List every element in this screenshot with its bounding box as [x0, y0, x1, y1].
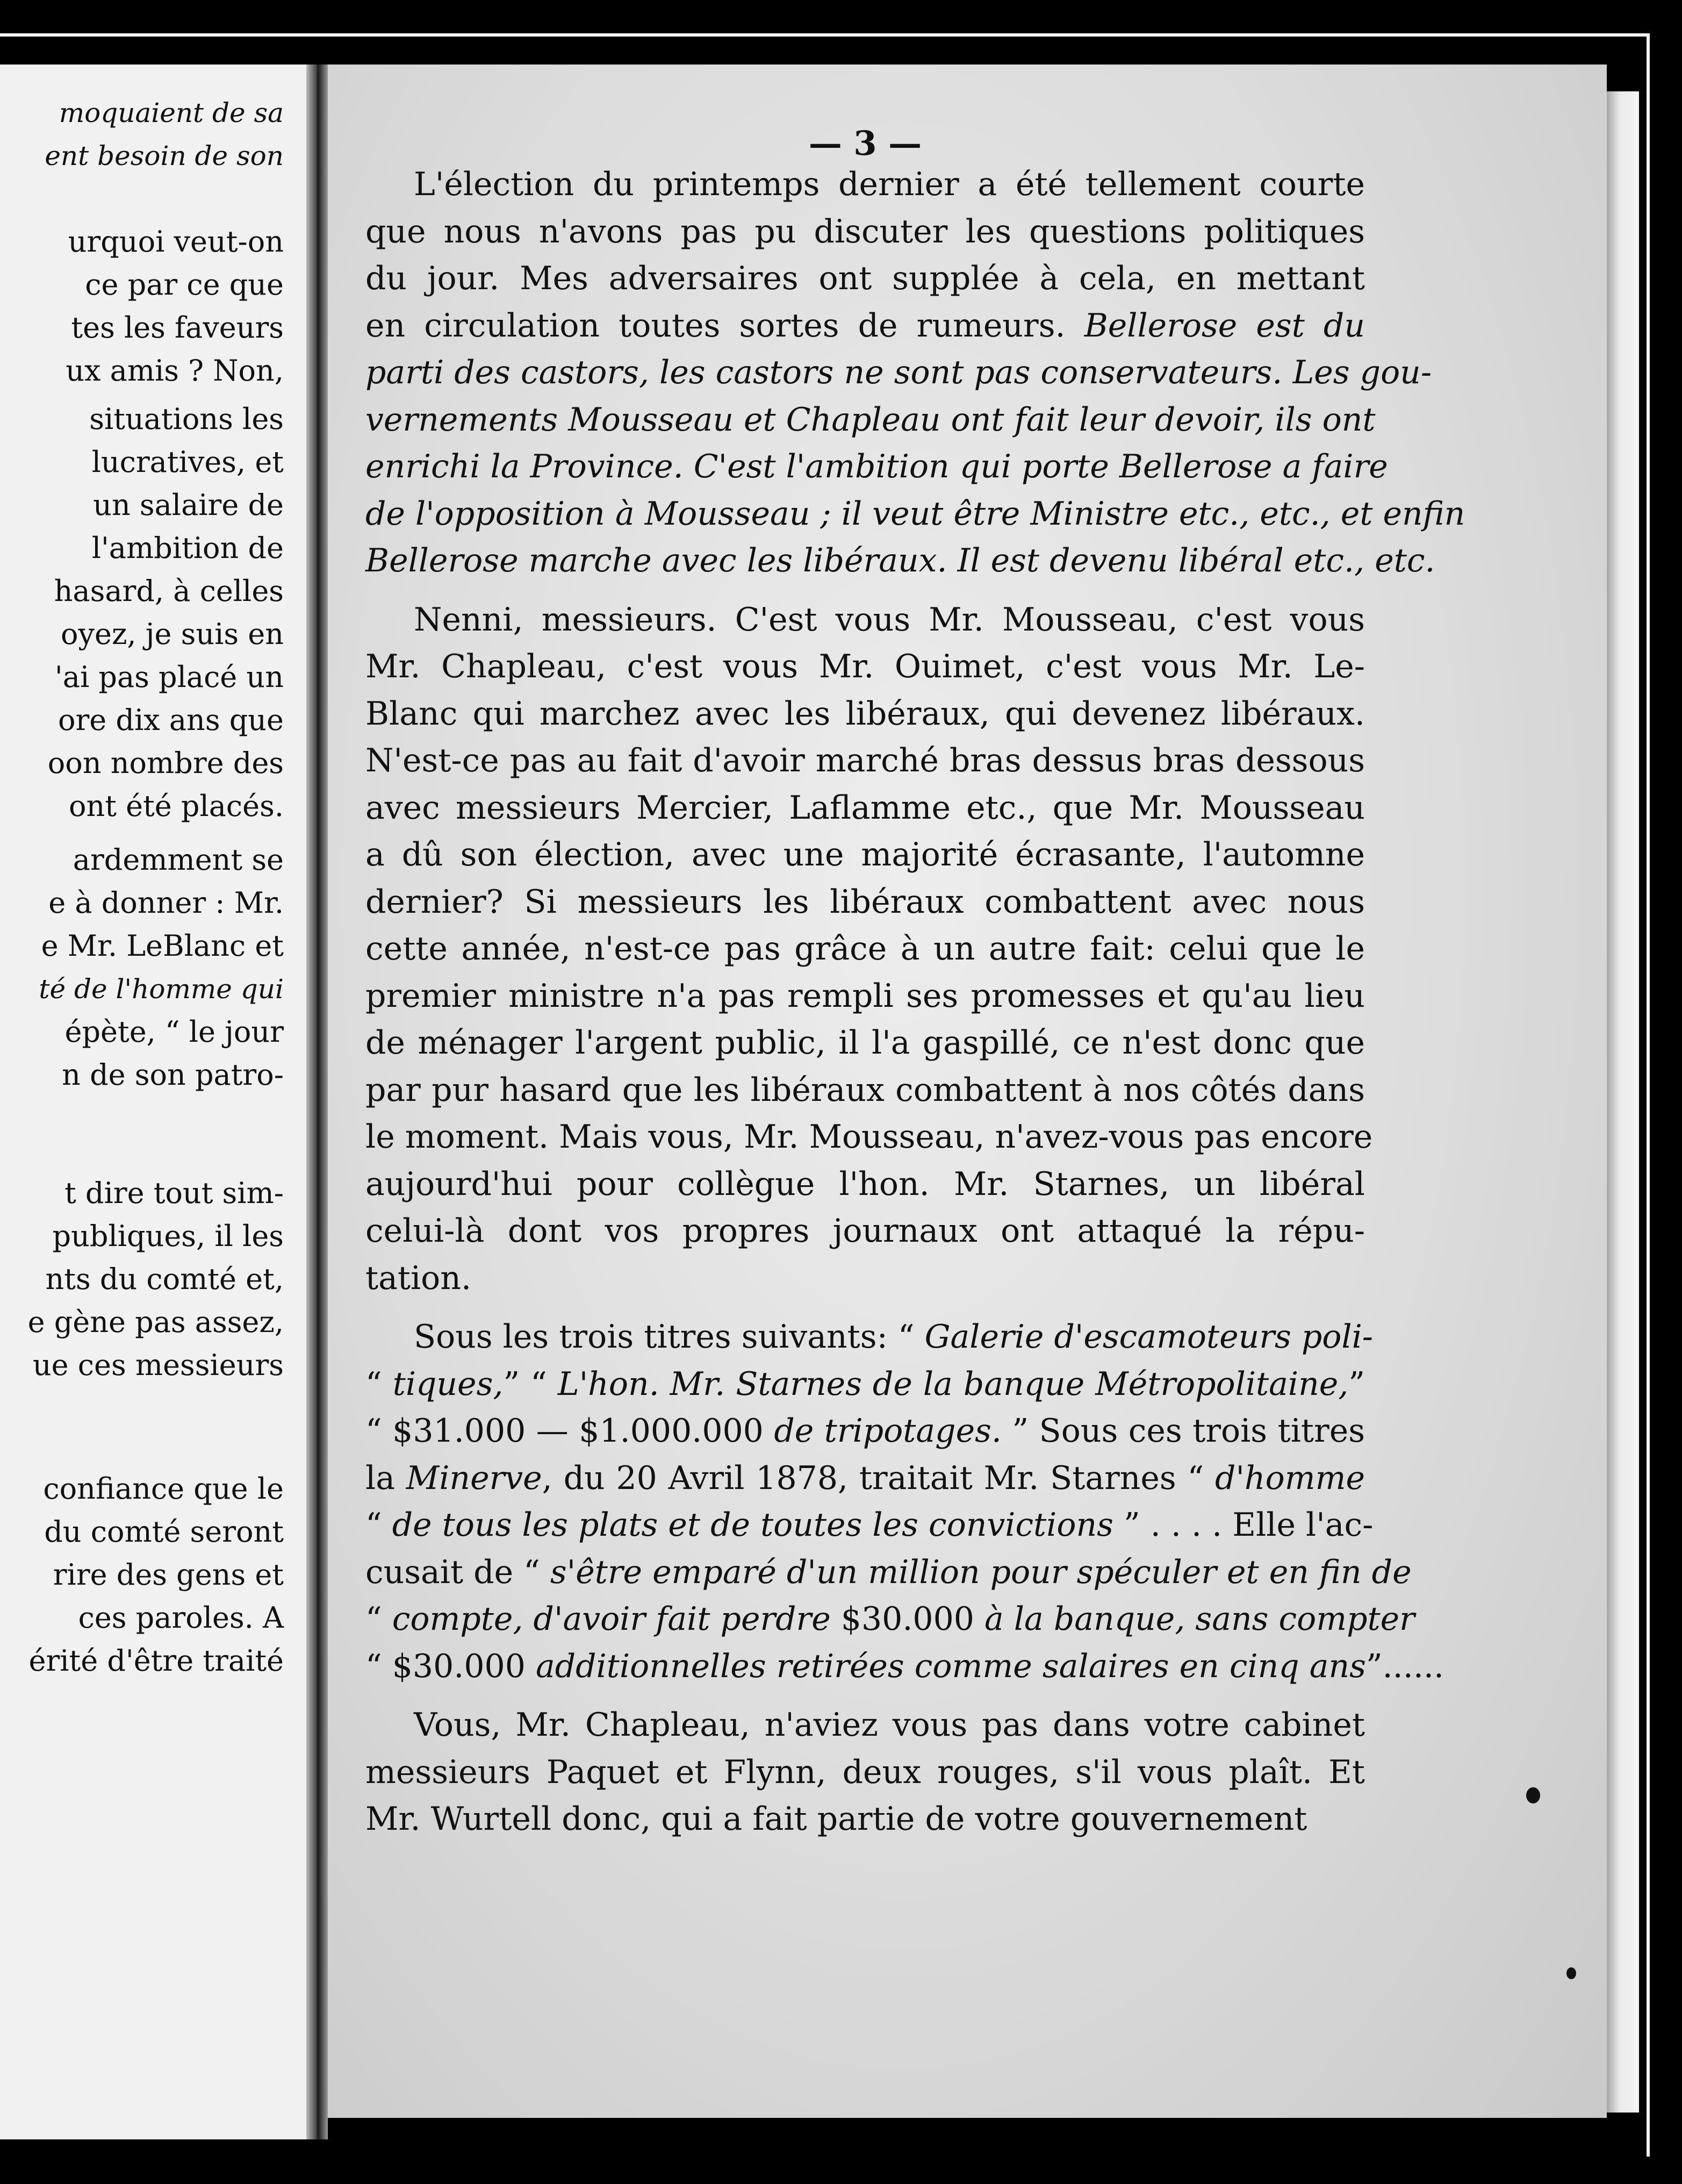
text-run: messieurs Paquet et Flynn, deux rouges, s'il vous plaît. Et	[365, 1753, 1365, 1791]
text-run: vernements Mousseau et Chapleau ont fait leur devoir, ils ont	[365, 400, 1376, 439]
left-page-line: ux amis ? Non,	[66, 354, 284, 388]
left-page-line: situations les	[89, 402, 284, 436]
text-run: Bellerose est du	[1084, 306, 1365, 345]
left-page-line: nts du comté et,	[45, 1262, 284, 1296]
text-run: Blanc qui marchez avec les libéraux, qui devenez libéraux.	[365, 694, 1365, 733]
text-run: cusait de “	[365, 1553, 550, 1591]
text-run: que nous n'avons pas pu discuter les questions politiques	[365, 212, 1365, 250]
text-run: Bellerose marche avec les libéraux. Il est devenu libéral etc., etc.	[365, 542, 1435, 579]
left-page-line: un salaire de	[93, 488, 284, 522]
left-facing-page	[0, 65, 306, 2139]
text-run: celui-là dont vos propres journaux ont attaqué la répu-	[365, 1212, 1365, 1250]
text-run: de l'opposition à Mousseau ; il veut être Ministre etc., etc., et enfin	[365, 495, 1465, 533]
left-page-line: urquoi veut-on	[68, 225, 284, 259]
text-line	[365, 538, 1435, 585]
left-page-line: lucratives, et	[91, 445, 284, 479]
text-line	[365, 209, 1365, 256]
text-line	[365, 1314, 1374, 1361]
left-page-line: ont été placés.	[68, 789, 284, 823]
left-page-line: hasard, à celles	[54, 574, 284, 608]
text-line	[365, 1255, 1365, 1302]
text-run: s'être emparé d'un million pour spéculer et en fin de	[550, 1553, 1412, 1591]
text-line	[365, 1796, 1365, 1843]
text-run: parti des castors, les castors ne sont pas conservateurs. Les gou-	[365, 354, 1432, 391]
text-run: compte, d'avoir fait perdre	[392, 1600, 831, 1638]
text-run: ” . . . . Elle l'ac-	[1113, 1506, 1374, 1544]
text-run: avec messieurs Mercier, Laflamme etc., que Mr. Mousseau	[365, 789, 1365, 827]
left-page-line: moquaient de sa	[59, 97, 284, 128]
text-run: cette année, n'est-ce pas grâce à un autre fait: celui que le	[365, 930, 1365, 968]
left-page-line: 'ai pas placé un	[54, 660, 284, 694]
left-page-line: ces paroles. A	[78, 1601, 284, 1635]
text-line	[365, 491, 1465, 538]
text-run: tiques,	[392, 1365, 504, 1403]
text-line	[365, 1455, 1365, 1502]
text-line	[365, 303, 1365, 350]
text-line	[365, 255, 1365, 303]
scan-speck	[1526, 1787, 1540, 1803]
paragraph	[365, 597, 1373, 1302]
text-run: Nenni, messieurs. C'est vous Mr. Mousseau, c'est vous	[414, 600, 1365, 639]
text-run: additionnelles retirées comme salaires en cinq ans	[535, 1647, 1366, 1685]
text-run: de ménager l'argent public, il l'a gaspillé, ce n'est donc que	[365, 1024, 1365, 1062]
text-run: de tripotages.	[774, 1412, 1002, 1450]
text-run: de tous les plats et de toutes les convictions	[392, 1506, 1113, 1544]
text-run: aujourd'hui pour collègue l'hon. Mr. Starnes, un libéral	[365, 1165, 1365, 1203]
text-run: Mr. Wurtell donc, qui a fait partie de votre gouvernement	[365, 1800, 1307, 1838]
text-run: à la banque, sans compter	[984, 1600, 1415, 1638]
text-line	[365, 1408, 1365, 1455]
text-run: la	[365, 1459, 406, 1497]
left-page-line: e à donner : Mr.	[48, 886, 284, 920]
left-page-line: oyez, je suis en	[61, 617, 284, 651]
text-line	[365, 1643, 1444, 1691]
text-line	[365, 785, 1365, 832]
text-line	[365, 973, 1365, 1020]
left-page-line: t dire tout sim-	[64, 1176, 284, 1210]
text-line	[365, 1596, 1415, 1643]
left-page-line: épète, “ le jour	[64, 1015, 284, 1049]
text-run: , du 20 Avril 1878, traitait Mr. Starnes “	[542, 1459, 1216, 1497]
paragraph	[365, 1314, 1444, 1690]
left-page-line: publiques, il les	[52, 1219, 284, 1253]
text-run: N'est-ce pas au fait d'avoir marché bras dessus bras dessous	[365, 742, 1365, 779]
left-page-line: ent besoin de son	[45, 140, 284, 171]
text-line	[365, 1208, 1365, 1255]
left-page-line: rire des gens et	[53, 1558, 284, 1592]
text-line	[365, 1114, 1373, 1161]
text-run: “	[365, 1506, 392, 1544]
text-line	[365, 1549, 1412, 1596]
text-run: ”......	[1365, 1647, 1444, 1685]
text-run: dernier? Si messieurs les libéraux combattent avec nous	[365, 883, 1365, 921]
text-run: enrichi la Province. C'est l'ambition qui porte Bellerose a faire	[365, 448, 1388, 485]
text-run: “	[365, 1365, 393, 1403]
text-line	[365, 349, 1432, 397]
text-line	[365, 1067, 1365, 1114]
text-run: a dû son élection, avec une majorité écrasante, l'automne	[365, 836, 1365, 873]
left-page-line: l'ambition de	[91, 531, 284, 565]
text-run: L'hon. Mr. Starnes de la banque Métropolitaine,	[557, 1365, 1349, 1403]
body-text	[365, 161, 1465, 1855]
left-page-line: ore dix ans que	[57, 703, 284, 737]
left-page-line: té de l'homme qui	[39, 973, 284, 1005]
text-run: en circulation toutes sortes de rumeurs.	[365, 306, 1084, 345]
text-run: premier ministre n'a pas rempli ses promesses et qu'au lieu	[365, 977, 1365, 1015]
text-run: ” Sous ces trois titres	[1001, 1412, 1365, 1450]
text-line	[365, 443, 1388, 491]
text-run: le moment. Mais vous, Mr. Mousseau, n'avez-vous pas encore	[365, 1118, 1373, 1156]
text-line	[365, 737, 1365, 785]
text-line	[365, 161, 1365, 209]
text-run: Galerie d'escamoteurs poli-	[924, 1318, 1374, 1356]
left-page-line: confiance que le	[43, 1472, 284, 1506]
text-run: par pur hasard que les libéraux combattent à nos côtés dans	[365, 1071, 1365, 1109]
page-edge	[1607, 91, 1639, 2113]
text-run: du jour. Mes adversaires ont supplée à cela, en mettant	[365, 260, 1365, 297]
text-line	[365, 1702, 1365, 1749]
text-line	[365, 1749, 1365, 1796]
scan-speck	[1566, 1967, 1576, 1979]
main-page	[328, 65, 1607, 2118]
text-run: Sous les trois titres suivants: “	[414, 1318, 925, 1356]
left-page-line: tes les faveurs	[71, 311, 284, 345]
left-page-line: e Mr. LeBlanc et	[41, 929, 284, 963]
text-run: L'élection du printemps dernier a été tellement courte	[414, 166, 1365, 203]
left-page-line: e gène pas assez,	[27, 1305, 284, 1339]
text-run: Vous, Mr. Chapleau, n'aviez vous pas dans votre cabinet	[414, 1706, 1365, 1744]
text-line	[365, 1361, 1365, 1408]
text-line	[365, 643, 1365, 691]
scan-border-top	[0, 33, 1650, 37]
left-page-line: ue ces messieurs	[32, 1348, 284, 1382]
left-page-line: oon nombre des	[47, 746, 284, 780]
text-run: “	[365, 1600, 392, 1638]
text-run: ” “	[503, 1365, 558, 1403]
text-run: Minerve	[406, 1459, 542, 1497]
text-run: d'homme	[1215, 1459, 1365, 1497]
text-run: $30.000	[830, 1600, 984, 1638]
left-page-line: ardemment se	[73, 843, 284, 877]
paragraph	[365, 1702, 1365, 1843]
text-line	[365, 1020, 1365, 1067]
text-line	[365, 1502, 1374, 1549]
left-page-line: n de son patro-	[62, 1058, 284, 1092]
text-line	[365, 1161, 1365, 1208]
book-gutter	[306, 65, 328, 2139]
text-run: “ $30.000	[365, 1647, 536, 1685]
text-line	[365, 926, 1365, 973]
paragraph	[365, 161, 1465, 585]
text-line	[365, 597, 1365, 644]
left-page-line: du comté seront	[44, 1515, 284, 1549]
page-number: — 3 —	[808, 124, 922, 163]
left-page-line: ce par ce que	[85, 268, 284, 302]
text-line	[365, 879, 1365, 926]
left-page-line: érité d'être traité	[28, 1644, 284, 1678]
text-line	[365, 832, 1365, 879]
text-run: tation.	[365, 1259, 472, 1297]
text-run: Mr. Chapleau, c'est vous Mr. Ouimet, c'est vous Mr. Le-	[365, 648, 1365, 685]
scan-border-right	[1647, 33, 1650, 2157]
text-run: “ $31.000 — $1.000.000	[365, 1412, 774, 1450]
text-line	[365, 691, 1365, 738]
text-line	[365, 397, 1376, 444]
text-run: ”	[1348, 1365, 1365, 1403]
